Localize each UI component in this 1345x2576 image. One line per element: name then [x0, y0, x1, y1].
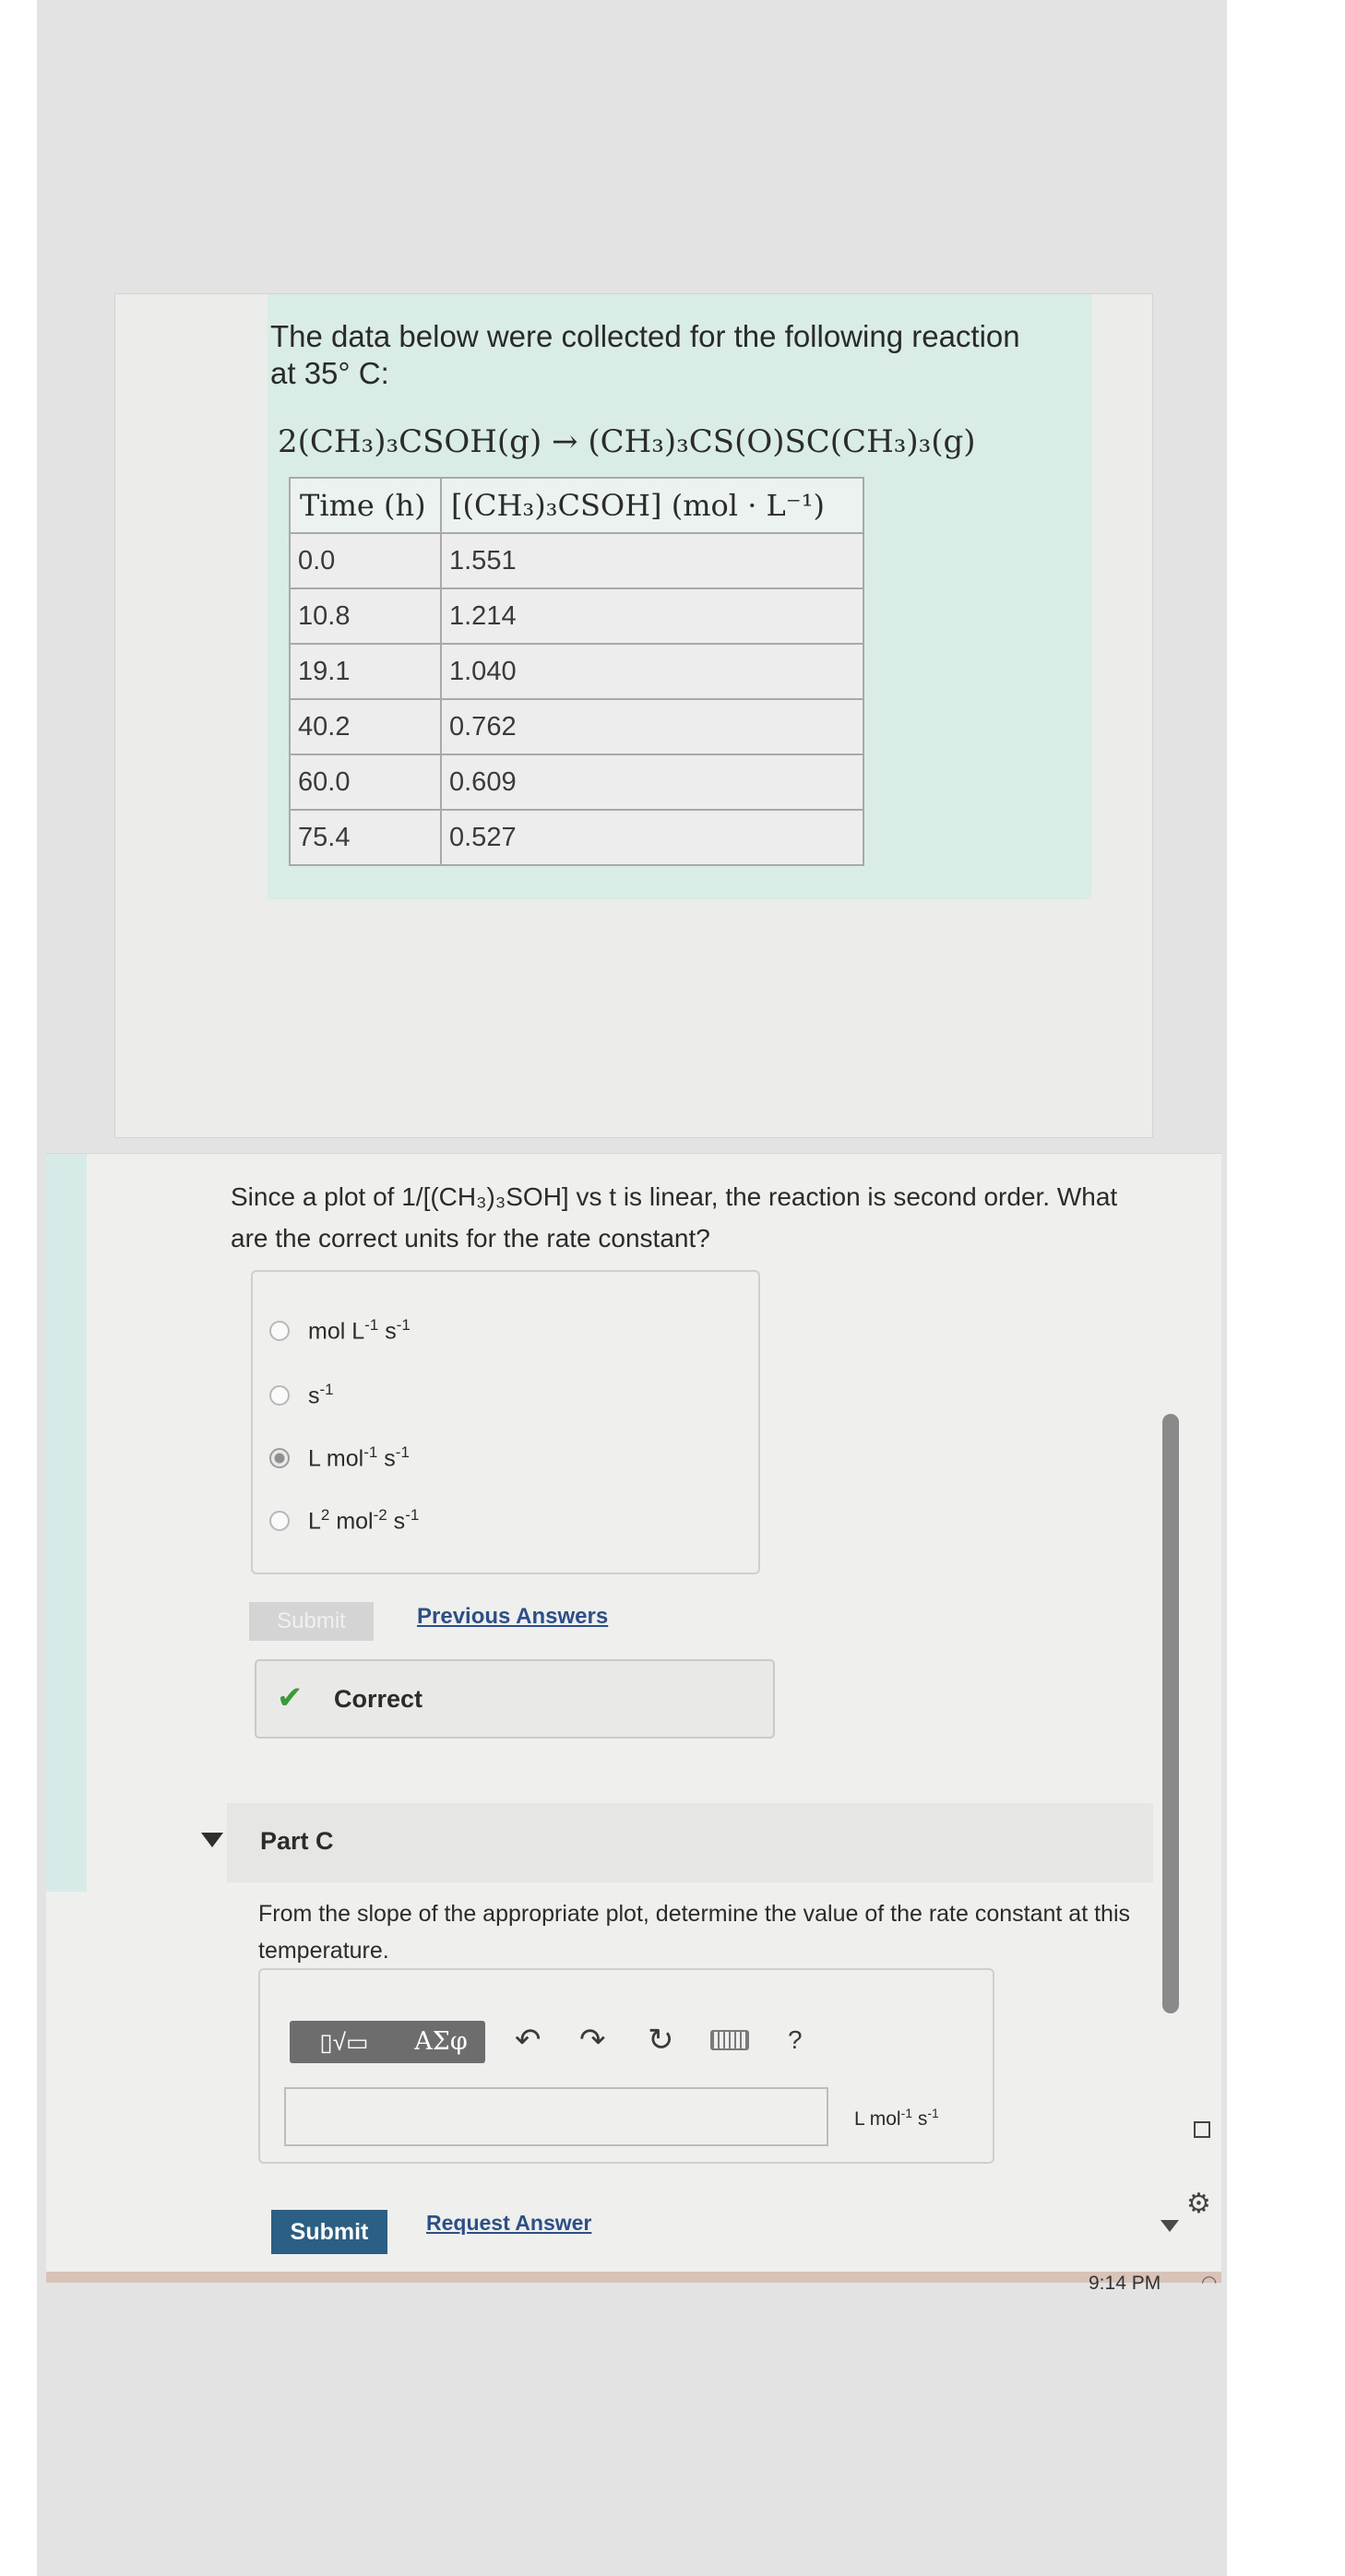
concentration-table — [289, 477, 864, 866]
time-cell: 19.1 — [290, 644, 441, 699]
collapse-caret-icon[interactable] — [201, 1833, 223, 1847]
table-row — [290, 644, 863, 699]
concentration-cell: 1.551 — [441, 533, 863, 588]
option-label: $s^{-1}$ — [308, 1381, 334, 1409]
time-cell: 0.0 — [290, 533, 441, 588]
concentration-cell: 0.609 — [441, 754, 863, 810]
time-cell: 60.0 — [290, 754, 441, 810]
option-label: $L^2$ mol$^{-2}$ $s^{-1}$ — [308, 1506, 420, 1535]
part-b-question: Since a plot of 1/[(CH₃)₃SOH] vs t is linear, the reaction is second order. What are the correct units for the rate constant? — [231, 1182, 1118, 1252]
undo-icon[interactable]: ↶ — [515, 2023, 542, 2058]
radio-button[interactable] — [269, 1511, 290, 1531]
reaction-equation: 2(CH₃)₃CSOH(g) → (CH₃)₃CS(O)SC(CH₃)₃(g) — [278, 423, 976, 460]
intro-text: The data below were collected for the following reaction at 35° C: — [270, 319, 1020, 390]
concentration-column-header: [(CH₃)₃CSOH] (mol · L⁻¹) — [441, 478, 863, 533]
checkmark-icon: ✔ — [277, 1680, 304, 1715]
scroll-down-icon[interactable] — [1161, 2220, 1179, 2232]
part-c-label: Part C — [260, 1827, 334, 1855]
concentration-cell: 1.214 — [441, 588, 863, 644]
radio-button[interactable] — [269, 1385, 290, 1406]
table-row — [290, 588, 863, 644]
feedback-box — [255, 1659, 775, 1739]
option-l2-per-mol2-per-s[interactable] — [269, 1506, 419, 1535]
taskbar-strip — [46, 2272, 1221, 2283]
option-mol-per-l-per-s[interactable] — [269, 1316, 411, 1345]
scrollbar[interactable] — [1162, 1414, 1179, 2013]
radio-button-selected[interactable] — [269, 1448, 290, 1468]
units-label: L mol$^{-1}$ $s^{-1}$ — [854, 2106, 939, 2130]
rate-constant-input[interactable] — [284, 2087, 828, 2146]
redo-icon[interactable]: ↷ — [579, 2023, 606, 2058]
templates-icon[interactable]: ▯√▭ — [319, 2028, 369, 2056]
table-row — [290, 754, 863, 810]
table-row — [290, 810, 863, 865]
concentration-cell: 0.527 — [441, 810, 863, 865]
concentration-cell: 0.762 — [441, 699, 863, 754]
help-icon[interactable]: ? — [788, 2025, 803, 2054]
option-label: mol $L^{-1}$ $s^{-1}$ — [308, 1316, 411, 1345]
window-icon[interactable] — [1194, 2121, 1210, 2138]
part-c-question: From the slope of the appropriate plot, determine the value of the rate constant at this temperature. — [258, 1901, 1130, 1964]
keyboard-icon[interactable] — [710, 2030, 749, 2050]
question-panel — [46, 1153, 1221, 2283]
symbols-button[interactable]: ΑΣφ — [414, 2027, 468, 2056]
reaction-data-panel — [114, 293, 1153, 1138]
time-column-header: Time (h) — [290, 478, 441, 533]
option-label: L mol$^{-1}$ $s^{-1}$ — [308, 1443, 410, 1472]
time-cell: 75.4 — [290, 810, 441, 865]
clock-time: 9:14 PM — [1089, 2273, 1161, 2294]
left-accent-strip — [46, 1154, 87, 1892]
part-c-header[interactable] — [227, 1803, 1153, 1882]
submit-button[interactable]: Submit — [271, 2210, 387, 2254]
option-l-per-mol-per-s[interactable] — [269, 1443, 410, 1472]
answer-options-group — [251, 1270, 760, 1574]
table-row — [290, 533, 863, 588]
gear-icon[interactable]: ⚙ — [1186, 2189, 1211, 2219]
table-row — [290, 699, 863, 754]
previous-answers-link[interactable]: Previous Answers — [417, 1604, 609, 1629]
time-cell: 10.8 — [290, 588, 441, 644]
time-cell: 40.2 — [290, 699, 441, 754]
concentration-cell: 1.040 — [441, 644, 863, 699]
notification-icon[interactable]: ◠ — [1201, 2273, 1218, 2293]
radio-button[interactable] — [269, 1321, 290, 1341]
option-per-s[interactable] — [269, 1381, 334, 1409]
table-header-row — [290, 478, 863, 533]
reset-icon[interactable]: ↻ — [648, 2023, 674, 2058]
submit-button-disabled[interactable]: Submit — [249, 1602, 374, 1641]
request-answer-link[interactable]: Request Answer — [426, 2211, 592, 2235]
feedback-text: Correct — [334, 1685, 423, 1713]
